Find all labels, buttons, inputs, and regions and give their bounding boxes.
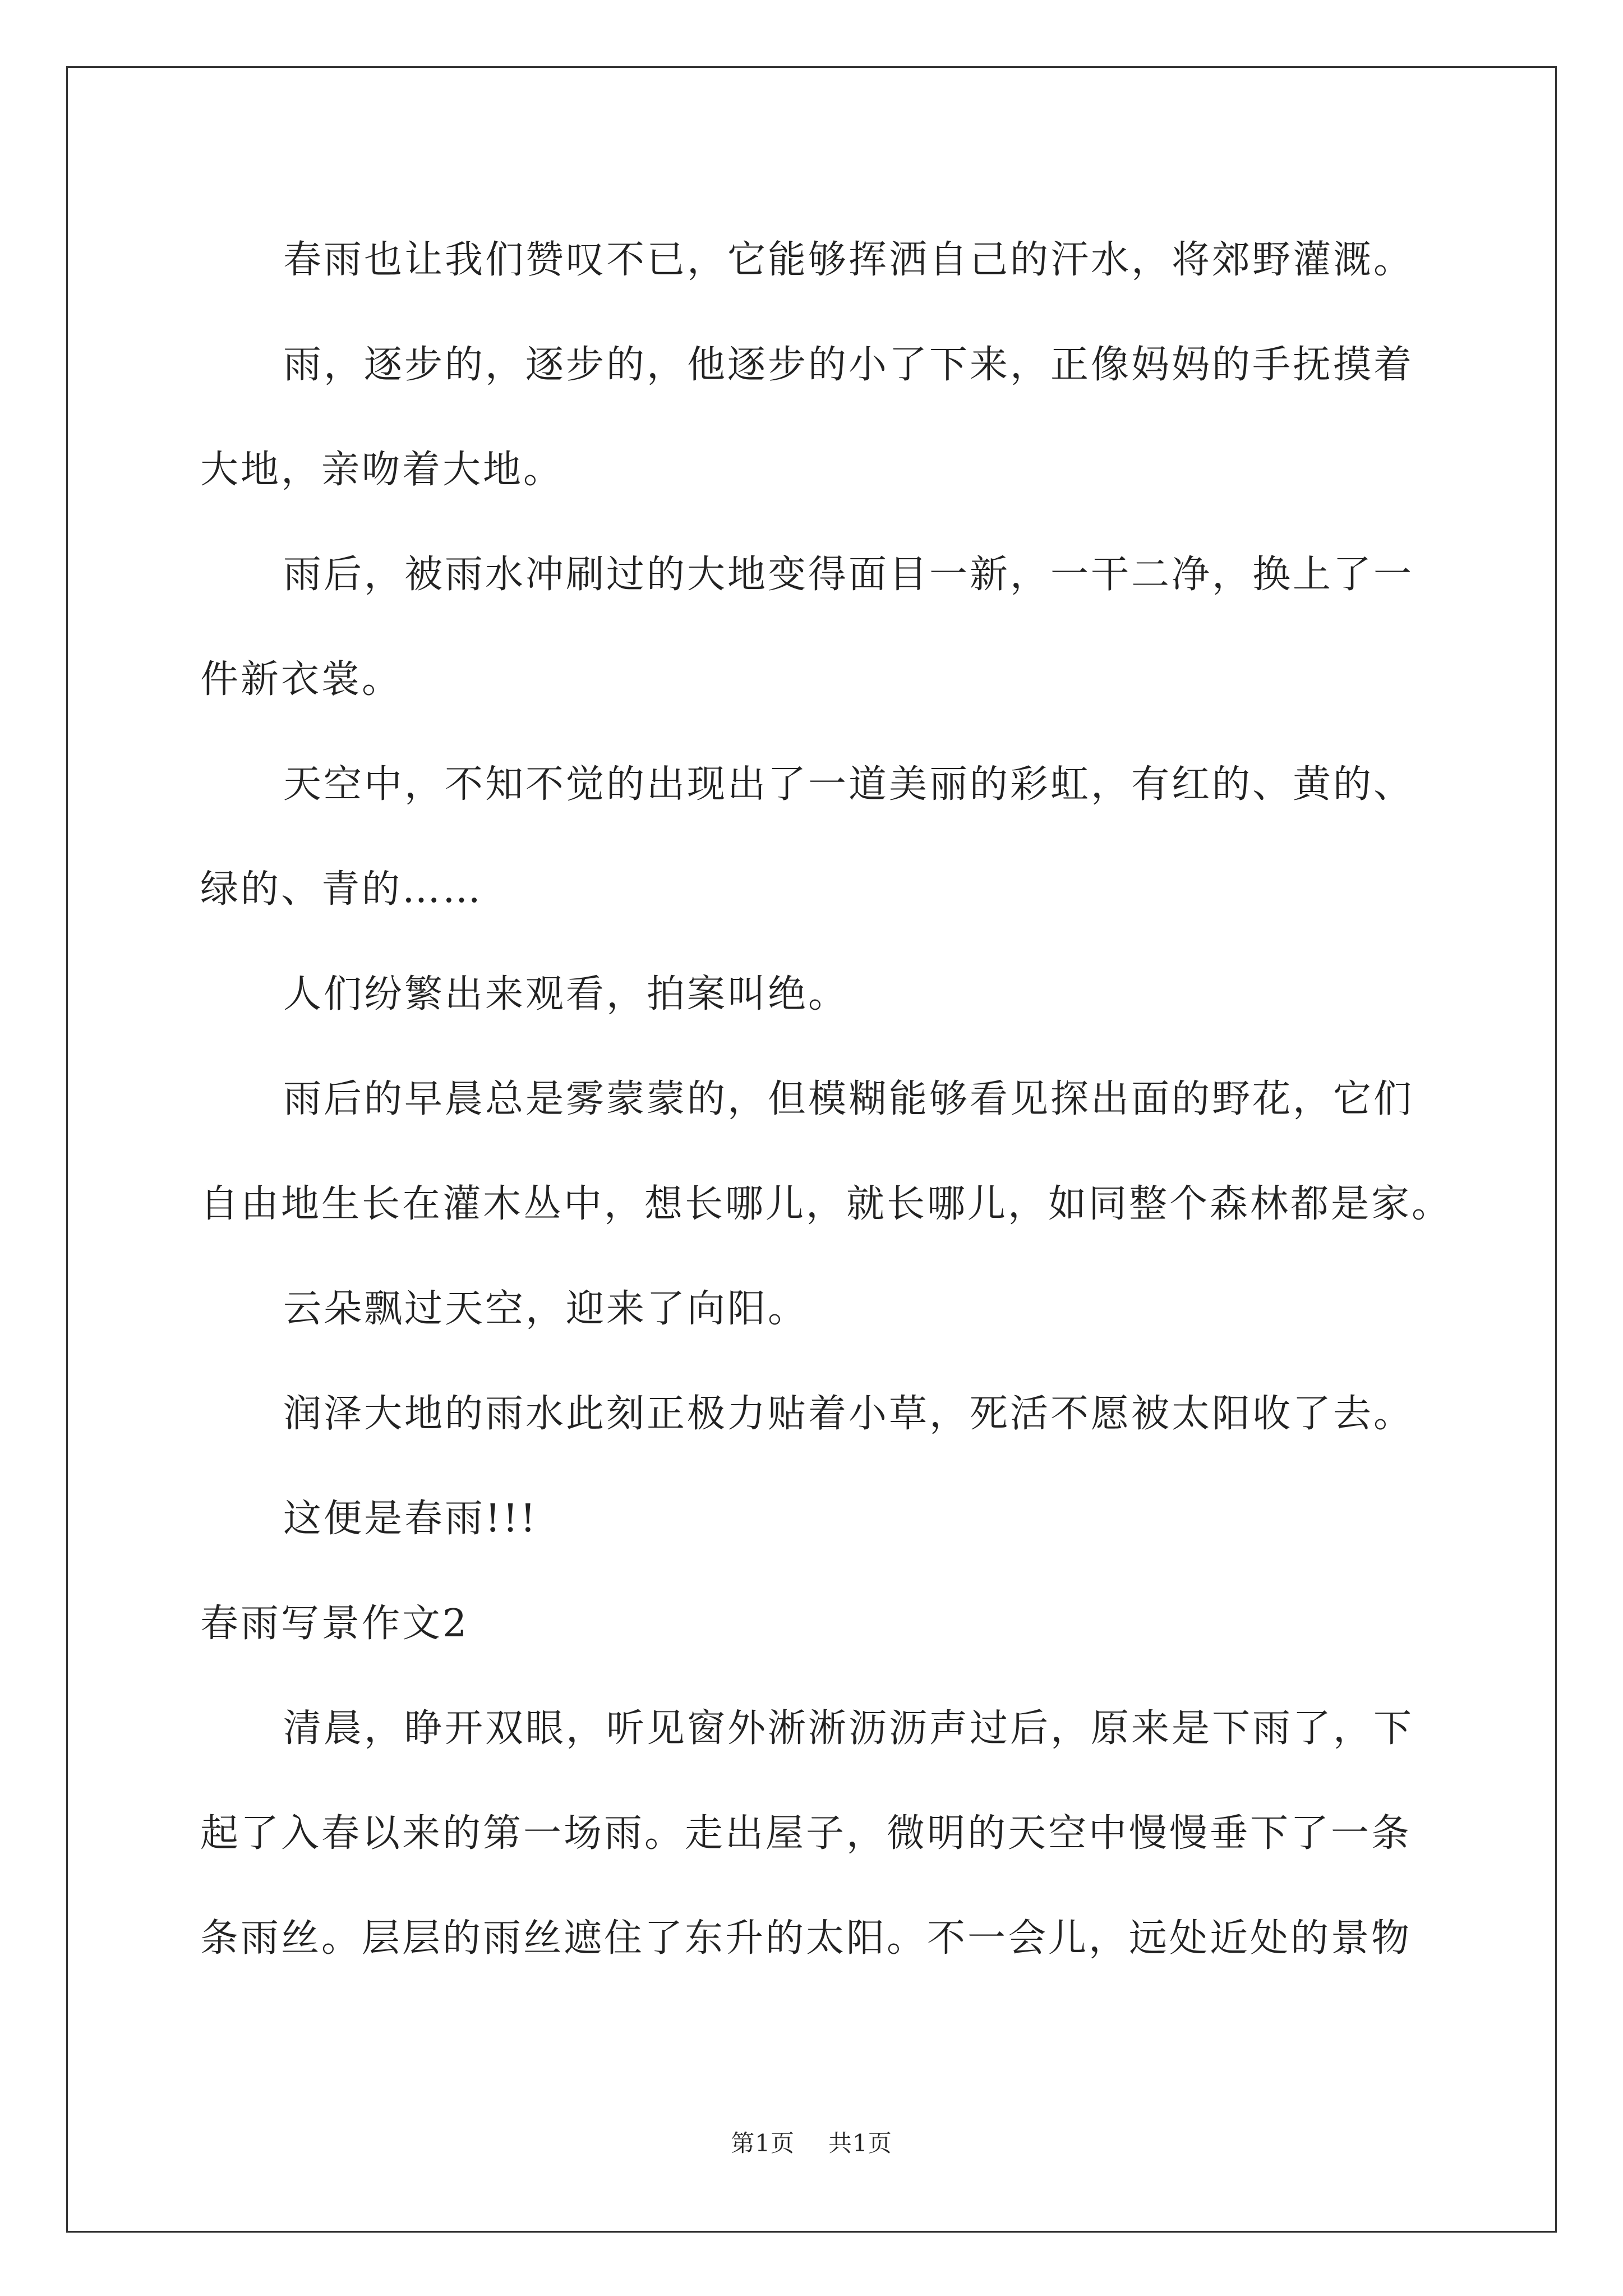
paragraph-line: 雨，逐步的，逐步的，他逐步的小了下来，正像妈妈的手抚摸着 — [283, 343, 1414, 387]
paragraph-line: 这便是春雨!!! — [283, 1497, 538, 1541]
page-number: 第1页 — [731, 2129, 795, 2157]
paragraph-line: 雨后，被雨水冲刷过的大地变得面目一新，一干二净，换上了一 — [283, 553, 1414, 597]
paragraph-line: 润泽大地的雨水此刻正极力贴着小草，死活不愿被太阳收了去。 — [283, 1392, 1414, 1436]
paragraph-line: 件新衣裳。 — [200, 657, 403, 702]
paragraph-line: 条雨丝。层层的雨丝遮住了东升的太阳。不一会儿，远处近处的景物 — [200, 1916, 1412, 1961]
paragraph-line: 云朵飘过天空，迎来了向阳。 — [283, 1287, 809, 1331]
document-body — [200, 208, 1453, 1991]
section-heading: 春雨写景作文2 — [200, 1602, 469, 1646]
page-footer — [0, 2125, 1623, 2159]
paragraph-line: 起了入春以来的第一场雨。走出屋子，微明的天空中慢慢垂下了一条 — [200, 1811, 1412, 1856]
paragraph-line: 春雨也让我们赞叹不已，它能够挥洒自己的汗水，将郊野灌溉。 — [283, 238, 1414, 282]
paragraph-line: 绿的、青的…… — [200, 867, 483, 912]
paragraph-line: 大地，亲吻着大地。 — [200, 448, 564, 492]
page-count: 共1页 — [828, 2129, 892, 2157]
paragraph-line: 雨后的早晨总是雾蒙蒙的，但模糊能够看见探出面的野花，它们 — [283, 1077, 1414, 1121]
paragraph-line: 清晨，睁开双眼，听见窗外淅淅沥沥声过后，原来是下雨了，下 — [283, 1706, 1414, 1751]
paragraph-line: 人们纷繁出来观看，拍案叫绝。 — [283, 972, 849, 1016]
paragraph-line: 自由地生长在灌木丛中，想长哪儿，就长哪儿，如同整个森林都是家。 — [200, 1182, 1453, 1226]
paragraph-line: 天空中，不知不觉的出现出了一道美丽的彩虹，有红的、黄的、 — [283, 762, 1414, 807]
